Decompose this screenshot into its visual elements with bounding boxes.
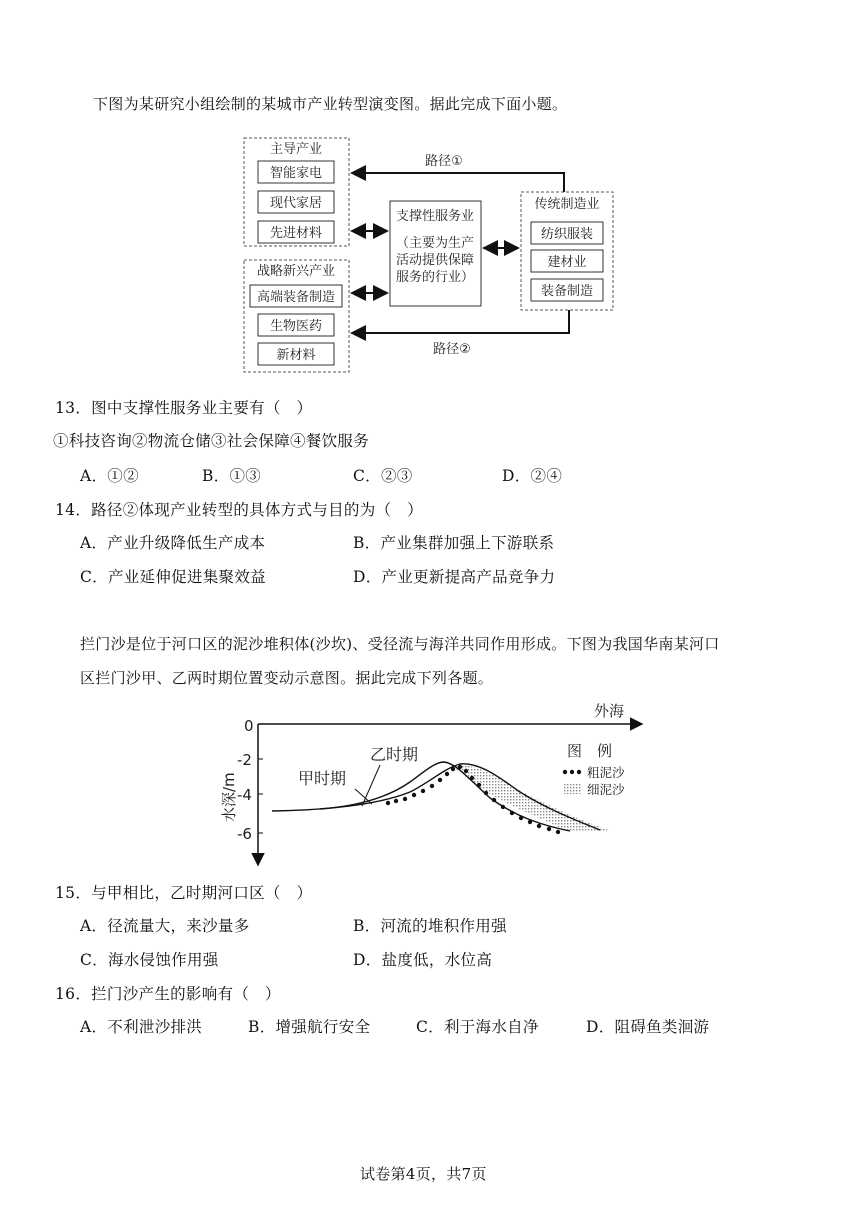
ytick: 0: [244, 717, 254, 735]
legend-coarse-symbol: [563, 770, 581, 774]
legend-coarse-label: 粗泥沙: [587, 765, 625, 780]
leading-item: 现代家居: [269, 196, 323, 211]
q16-option-d: D．阻碍鱼类洄游: [586, 1018, 710, 1036]
q14-stem: 14．路径②体现产业转型的具体方式与目的为（ ）: [55, 501, 423, 519]
q13-stem: 13．图中支撑性服务业主要有（ ）: [55, 399, 313, 417]
q16-stem: 16．拦门沙产生的影响有（ ）: [55, 985, 281, 1003]
support-service-title: 支撑性服务业: [395, 209, 475, 224]
q15-option-c: C．海水侵蚀作用强: [80, 951, 219, 969]
q15-option-b: B．河流的堆积作用强: [353, 917, 507, 935]
yi-period-label: 乙时期: [370, 745, 419, 764]
q16-option-a: A．不利泄沙排洪: [80, 1018, 203, 1036]
legend-fine-symbol: [563, 784, 581, 794]
intro-text-2-line1: 拦门沙是位于河口区的泥沙堆积体(沙坎)、受径流与海洋共同作用形成。下图为我国华南某河口: [80, 635, 720, 653]
sea-label: 外海: [594, 702, 625, 720]
ytick: -2: [237, 751, 252, 769]
q13-option-a: A．①②: [80, 467, 139, 485]
yi-period-profile: [320, 762, 570, 831]
q14-option-b: B．产业集群加强上下游联系: [353, 534, 555, 552]
support-service-note: 服务的行业）: [395, 270, 475, 285]
path1-label: 路径①: [425, 154, 463, 169]
support-service-note: （主要为生产: [395, 236, 475, 251]
q15-stem: 15．与甲相比，乙时期河口区（ ）: [55, 884, 313, 902]
traditional-item: 建材业: [547, 255, 587, 270]
sandbar-diagram: [0, 700, 860, 870]
q13-option-d: D．②④: [502, 467, 563, 485]
leading-item: 智能家电: [269, 166, 323, 181]
page-footer: 试卷第4页，共7页: [360, 1165, 487, 1183]
traditional-item: 纺织服装: [540, 227, 594, 242]
traditional-industry-title: 传统制造业: [534, 197, 600, 212]
ytick: -4: [237, 786, 252, 804]
industry-flow-diagram: [0, 130, 860, 380]
emerging-item: 高端装备制造: [256, 290, 336, 305]
legend-title: 图 例: [567, 742, 613, 760]
ytick: -6: [237, 825, 252, 843]
intro-text-2-line2: 区拦门沙甲、乙两时期位置变动示意图。据此完成下列各题。: [80, 669, 494, 687]
q13-option-c: C．②③: [353, 467, 413, 485]
intro-text-1: 下图为某研究小组绘制的某城市产业转型演变图。据此完成下面小题。: [93, 95, 568, 113]
q14-option-c: C．产业延伸促进集聚效益: [80, 568, 266, 586]
support-service-note: 活动提供保障: [395, 253, 475, 268]
q15-option-d: D．盐度低，水位高: [353, 951, 493, 969]
legend-fine-label: 细泥沙: [587, 782, 625, 797]
emerging-item: 新材料: [276, 348, 316, 363]
q14-option-d: D．产业更新提高产品竞争力: [353, 568, 556, 586]
q13-option-b: B．①③: [202, 467, 262, 485]
jia-period-label: 甲时期: [298, 769, 347, 788]
q16-option-c: C．利于海水自净: [416, 1018, 539, 1036]
y-axis-label: 水深/m: [220, 772, 238, 822]
leading-item: 先进材料: [269, 226, 323, 241]
emerging-industry-title: 战略新兴产业: [256, 264, 336, 279]
leading-industry-title: 主导产业: [269, 142, 323, 157]
path2-arrow: [352, 310, 569, 333]
path1-arrow: [352, 173, 564, 192]
emerging-item: 生物医药: [269, 319, 323, 334]
traditional-item: 装备制造: [540, 284, 594, 299]
path2-label: 路径②: [433, 342, 471, 357]
q13-sub: ①科技咨询②物流仓储③社会保障④餐饮服务: [53, 432, 370, 450]
q16-option-b: B．增强航行安全: [248, 1018, 371, 1036]
q15-option-a: A．径流量大，来沙量多: [80, 917, 250, 935]
q14-option-a: A．产业升级降低生产成本: [80, 534, 266, 552]
